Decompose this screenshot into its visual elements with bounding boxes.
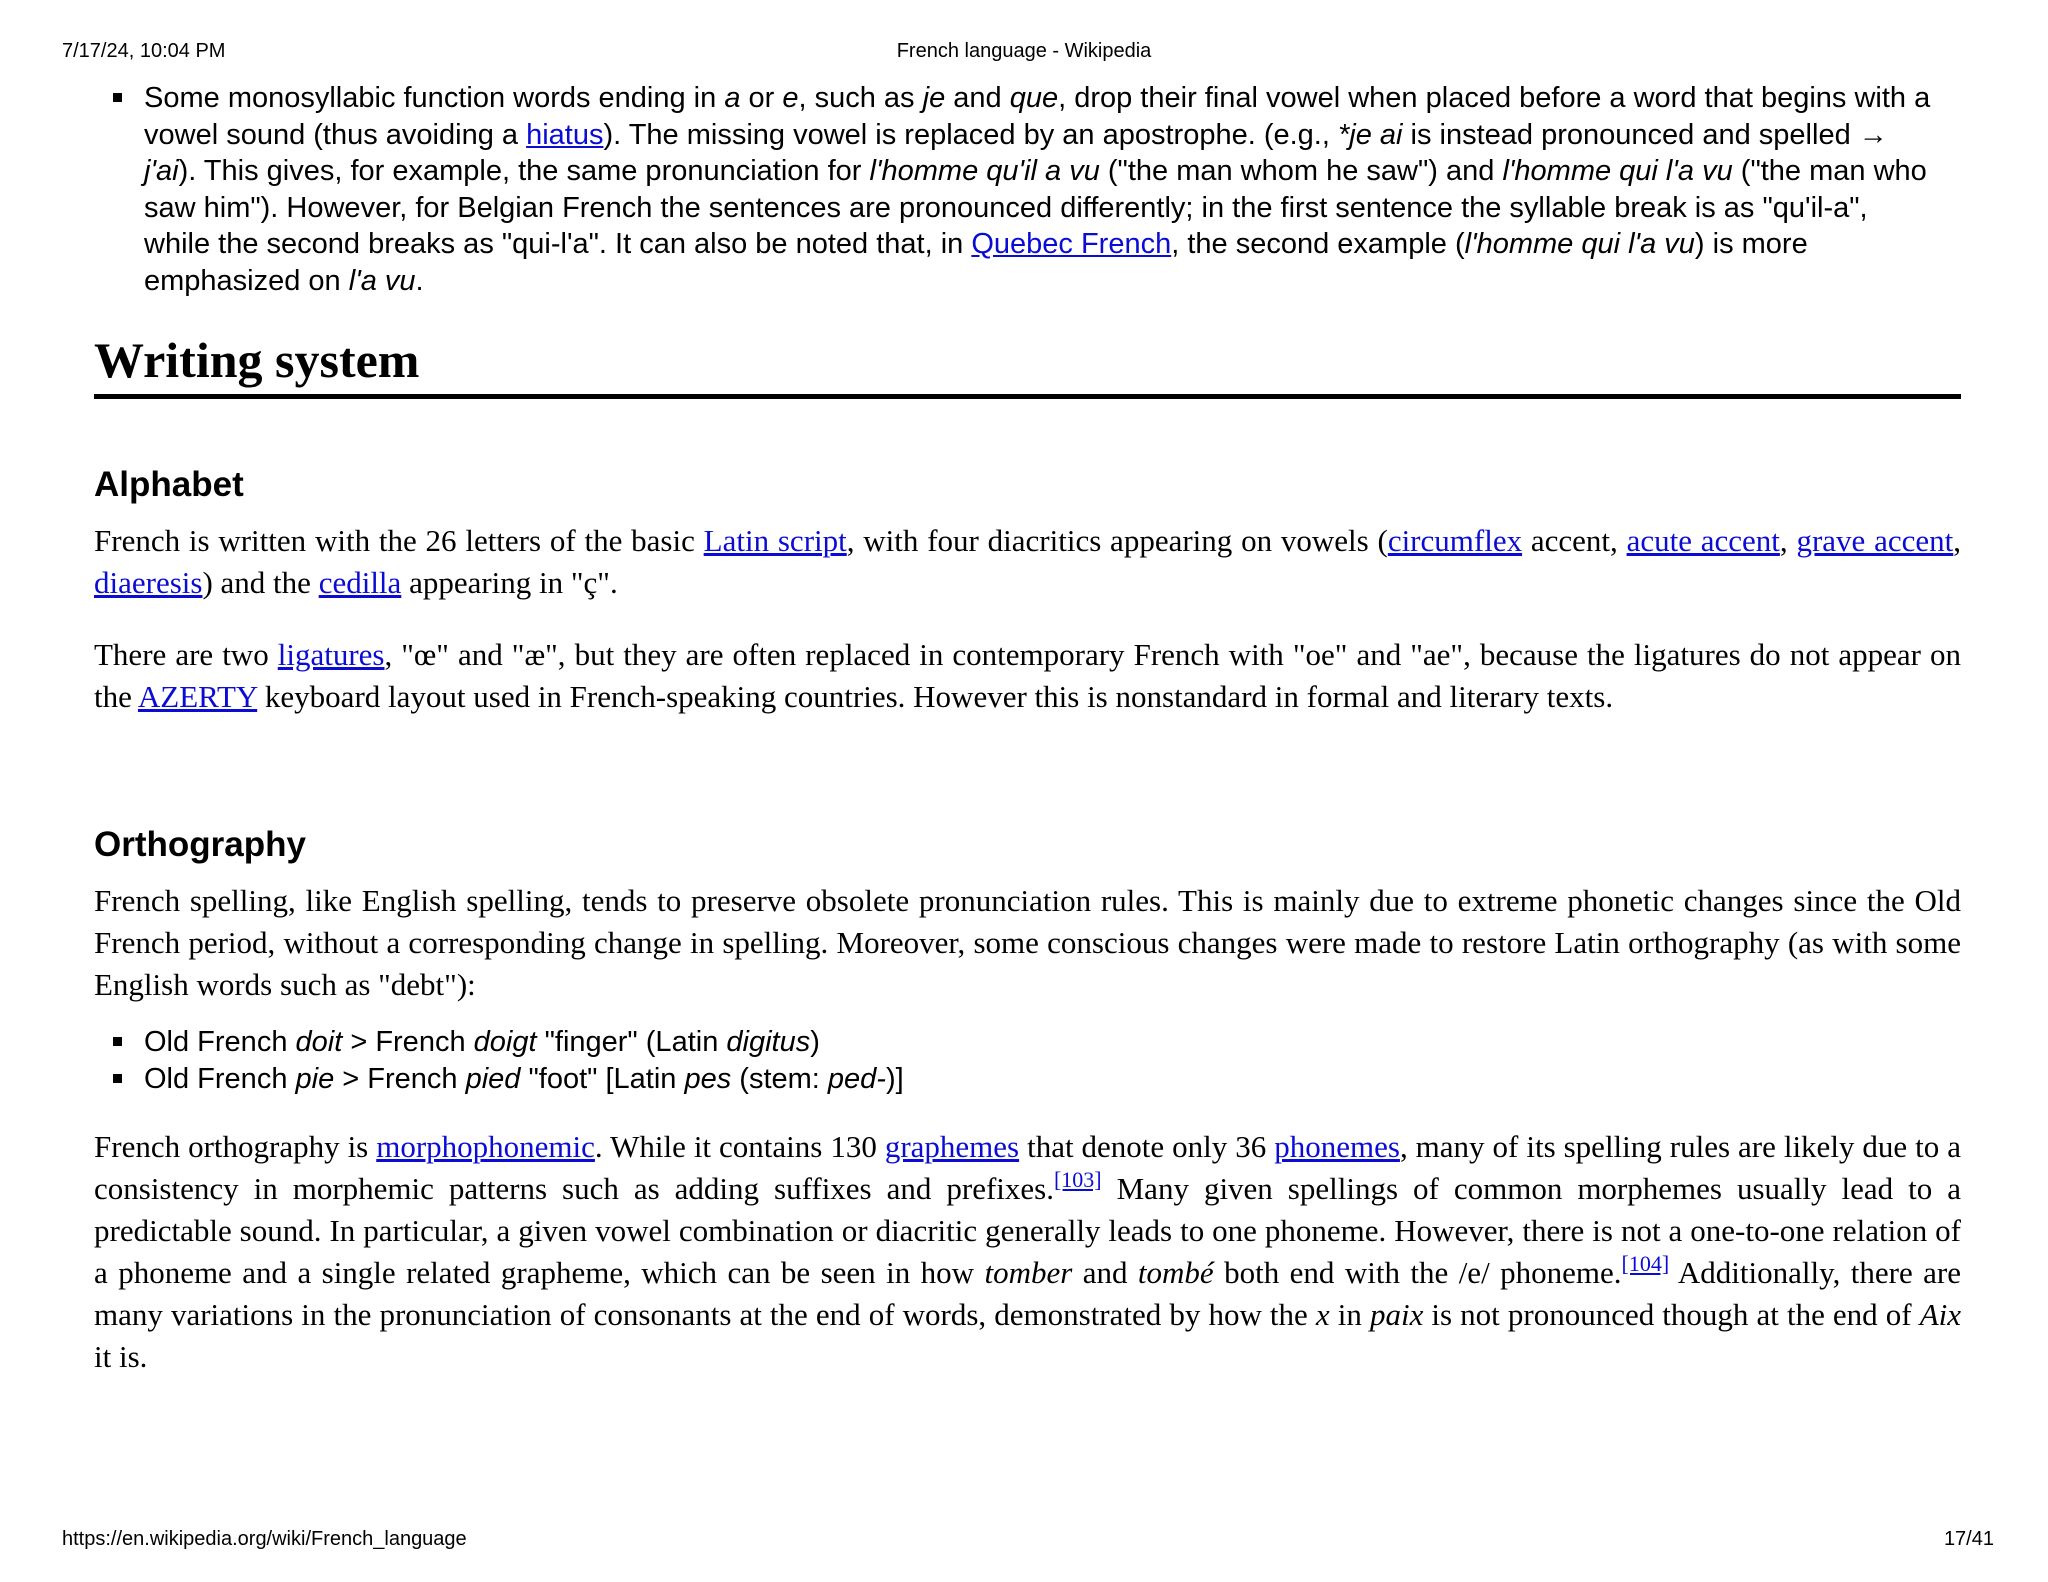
link-azerty[interactable]: AZERTY — [137, 679, 258, 714]
list-item: Old French doit > French doigt "finger" (Latin digitus) — [94, 1024, 1961, 1061]
subsection-heading-alphabet: Alphabet — [94, 465, 244, 504]
link-hiatus[interactable]: hiatus — [526, 118, 604, 151]
print-page-title: French language - Wikipedia — [896, 40, 1152, 62]
alphabet-paragraph-1: French is written with the 26 letters of the basic Latin script, with four diacritics appearing on vowels (circumflex accent, acute accent, grave accent, diaeresis) and the cedilla appearing in "ç". — [94, 523, 1962, 600]
subsection-heading-orthography: Orthography — [94, 825, 306, 864]
link-grave-accent[interactable]: grave accent — [1796, 523, 1954, 558]
link-acute-accent[interactable]: acute accent — [1626, 523, 1780, 558]
link-ligatures[interactable]: ligatures — [277, 637, 385, 672]
print-url: https://en.wikipedia.org/wiki/French_language — [62, 1528, 467, 1550]
link-diaeresis[interactable]: diaeresis — [94, 565, 203, 600]
link-morphophonemic[interactable]: morphophonemic — [376, 1129, 595, 1164]
citation-104[interactable]: [104] — [1621, 1251, 1670, 1276]
print-page-number: 17/41 — [1943, 1528, 1994, 1550]
link-phonemes[interactable]: phonemes — [1274, 1129, 1400, 1164]
link-graphemes[interactable]: graphemes — [884, 1129, 1020, 1164]
citation-103[interactable]: [103] — [1053, 1167, 1102, 1192]
orthography-examples-list — [94, 1024, 1961, 1097]
link-cedilla[interactable]: cedilla — [318, 565, 402, 600]
orthography-paragraph-1: French spelling, like English spelling, tends to preserve obsolete pronunciation rules. This is mainly due to extreme phonetic changes since the Old French period, without a corresponding change in spelling. Moreover, some conscious changes were made to restore Latin orthography (as with some English words such as "debt"): — [94, 883, 1961, 1002]
section-heading-writing-system: Writing system — [94, 330, 1961, 399]
link-latin-script[interactable]: Latin script — [703, 523, 847, 558]
orthography-paragraph-2: French orthography is morphophonemic. While it contains 130 graphemes that denote only 36 phonemes, many of its spelling rules are likely due to a consistency in morphemic patterns such as adding suffixes and prefixes.[103] Many given spellings of common morphemes usually lead to a predictable sound. In particular, a given vowel combination or diacritic generally leads to one phoneme. However, there is not a one-to-one relation of a phoneme and a single related grapheme, which can be seen in how tomber and tombé both end with the /e/ phoneme.[104] Additionally, there are many variations in the pronunciation of consonants at the end of words, demonstrated by how the x in paix is not pronounced though at the end of Aix it is. — [94, 1129, 1962, 1374]
print-date: 7/17/24, 10:04 PM — [62, 40, 226, 62]
link-circumflex[interactable]: circumflex — [1387, 523, 1523, 558]
article-content — [94, 80, 1962, 1374]
list-item: Old French pie > French pied "foot" [Latin pes (stem: ped-)] — [94, 1061, 1961, 1098]
alphabet-paragraph-2: There are two ligatures, "œ" and "æ", but they are often replaced in contemporary French with "oe" and "ae", because the ligatures do not appear on the AZERTY keyboard layout used in French-speaking countries. However this is nonstandard in formal and literary texts. — [94, 637, 1961, 714]
elision-list — [94, 80, 1961, 299]
link-quebec-french[interactable]: Quebec French — [971, 228, 1172, 260]
list-item: Some monosyllabic function words ending in a or e, such as je and que, drop their final vowel when placed before a word that begins with a vowel sound (thus avoiding a hiatus). The missing vowel is replaced by an apostrophe. (e.g., *je ai is instead pronounced and spelled → j'ai). This gives, for example, the same pronunciation for l'homme qu'il a vu ("the man whom he saw") and l'homme qui l'a vu ("the man who saw him"). However, for Belgian French the sentences are pronounced differently; in the first sentence the syllable break is as "qu'il-a", while the second breaks as "qui-l'a". It can also be noted that, in Quebec French, the second example (l'homme qui l'a vu) is more emphasized on l'a vu. — [94, 80, 1961, 299]
